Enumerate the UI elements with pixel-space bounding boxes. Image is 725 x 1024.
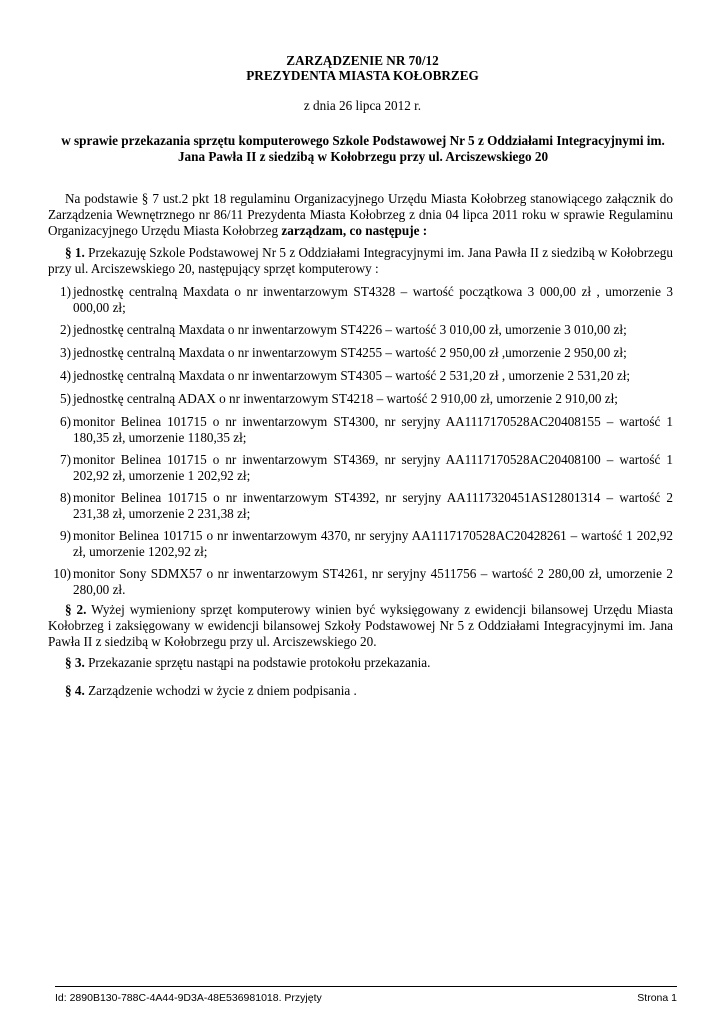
list-item-text: monitor Belinea 101715 o nr inwentarzowym 4370, nr seryjny AA1117170528AC20428261 – wartość 1 202,92 zł, umorzenie 1202,92 zł; xyxy=(73,528,673,559)
list-item-text: jednostkę centralną Maxdata o nr inwentarzowym ST4328 – wartość początkowa 3 000,00 zł , umorzenie 3 000,00 zł; xyxy=(73,284,673,315)
intro-text: Na podstawie § 7 ust.2 pkt 18 regulaminu Organizacyjnego Urzędu Miasta Kołobrzeg stanowiącego załącznik do Zarządzenia Wewnętrznego nr 86/11 Prezydenta Miasta Kołobrzeg z dnia 04 lipca 2011 roku w sprawie Regulaminu Organizacyjnego Urzędu Miasta Kołobrzeg xyxy=(48,191,673,238)
section-1-text: Przekazuję Szkole Podstawowej Nr 5 z Oddziałami Integracyjnymi im. Jana Pawła II z siedzibą w Kołobrzegu przy ul. Arciszewskiego 20, następujący sprzęt komputerowy : xyxy=(48,245,673,276)
list-item-text: jednostkę centralną Maxdata o nr inwentarzowym ST4226 – wartość 3 010,00 zł, umorzenie 3 010,00 zł; xyxy=(73,322,627,337)
section-3-label: § 3. xyxy=(65,655,85,670)
document-title-line1: ZARZĄDZENIE NR 70/12 xyxy=(286,53,439,68)
intro-bold-clause: zarządzam, co następuje : xyxy=(281,223,428,238)
list-item xyxy=(48,322,673,338)
list-item xyxy=(48,566,673,598)
list-item xyxy=(48,345,673,361)
list-item-number: 5) xyxy=(60,391,71,406)
list-item-text: monitor Belinea 101715 o nr inwentarzowym ST4392, nr seryjny AA1117320451AS12801314 – wartość 2 231,38 zł, umorzenie 2 231,38 zł; xyxy=(73,490,673,521)
list-item-text: jednostkę centralną Maxdata o nr inwentarzowym ST4305 – wartość 2 531,20 zł , umorzenie 2 531,20 zł; xyxy=(73,368,631,383)
list-item xyxy=(48,528,673,560)
section-2-text: Wyżej wymieniony sprzęt komputerowy winien być wyksięgowany z ewidencji bilansowej Urzędu Miasta Kołobrzeg i zaksięgowany w ewidencji bilansowej Szkoły Podstawowej Nr 5 z Oddziałami Integracyjnymi im. Jana Pawła II z siedzibą w Kołobrzegu przy ul. Arciszewskiego 20. xyxy=(48,602,673,649)
list-item-text: jednostkę centralną ADAX o nr inwentarzowym ST4218 – wartość 2 910,00 zł, umorzenie 2 910,00 zł; xyxy=(73,391,618,406)
list-item xyxy=(48,284,673,316)
list-item xyxy=(48,368,673,384)
list-item-number: 10) xyxy=(53,566,71,581)
list-item-number: 7) xyxy=(60,452,71,467)
document-subject: w sprawie przekazania sprzętu komputerowego Szkole Podstawowej Nr 5 z Oddziałami Integracyjnymi im. Jana Pawła II z siedzibą w Kołobrzegu przy ul. Arciszewskiego 20 xyxy=(61,133,665,164)
list-item-number: 2) xyxy=(60,322,71,337)
list-item-number: 4) xyxy=(60,368,71,383)
list-item xyxy=(48,452,673,484)
list-item-text: monitor Belinea 101715 o nr inwentarzowym ST4369, nr seryjny AA1117170528AC20408100 – wartość 1 202,92 zł, umorzenie 1 202,92 zł; xyxy=(73,452,673,483)
document-date: z dnia 26 lipca 2012 r. xyxy=(303,98,422,113)
section-1-label: § 1. xyxy=(65,245,85,260)
list-item-number: 8) xyxy=(60,490,71,505)
footer-page-number: Strona 1 xyxy=(637,992,677,1004)
section-4-label: § 4. xyxy=(65,683,85,698)
section-3 xyxy=(48,655,673,671)
section-4 xyxy=(48,683,673,699)
section-2 xyxy=(48,602,673,650)
intro-paragraph xyxy=(48,191,673,239)
list-item-number: 3) xyxy=(60,345,71,360)
list-item xyxy=(48,414,673,446)
list-item-number: 9) xyxy=(60,528,71,543)
list-item-number: 1) xyxy=(60,284,71,299)
list-item xyxy=(48,490,673,522)
list-item-text: monitor Sony SDMX57 o nr inwentarzowym ST4261, nr seryjny 4511756 – wartość 2 280,00 zł, umorzenie 2 280,00 zł. xyxy=(73,566,673,597)
document-title-line2: PREZYDENTA MIASTA KOŁOBRZEG xyxy=(246,68,479,83)
footer-document-id: Id: 2890B130-788C-4A44-9D3A-48E536981018. Przyjęty xyxy=(55,992,322,1004)
list-item-text: monitor Belinea 101715 o nr inwentarzowym ST4300, nr seryjny AA1117170528AC20408155 – wartość 1 180,35 zł, umorzenie 1180,35 zł; xyxy=(73,414,673,445)
section-4-text: Zarządzenie wchodzi w życie z dniem podpisania . xyxy=(84,683,357,698)
footer-divider xyxy=(55,986,677,987)
list-item xyxy=(48,391,673,407)
list-item-number: 6) xyxy=(60,414,71,429)
section-3-text: Przekazanie sprzętu nastąpi na podstawie protokołu przekazania. xyxy=(84,655,431,670)
section-2-label: § 2. xyxy=(65,602,87,617)
section-1 xyxy=(48,245,673,277)
list-item-text: jednostkę centralną Maxdata o nr inwentarzowym ST4255 – wartość 2 950,00 zł ,umorzenie 2 950,00 zł; xyxy=(73,345,627,360)
